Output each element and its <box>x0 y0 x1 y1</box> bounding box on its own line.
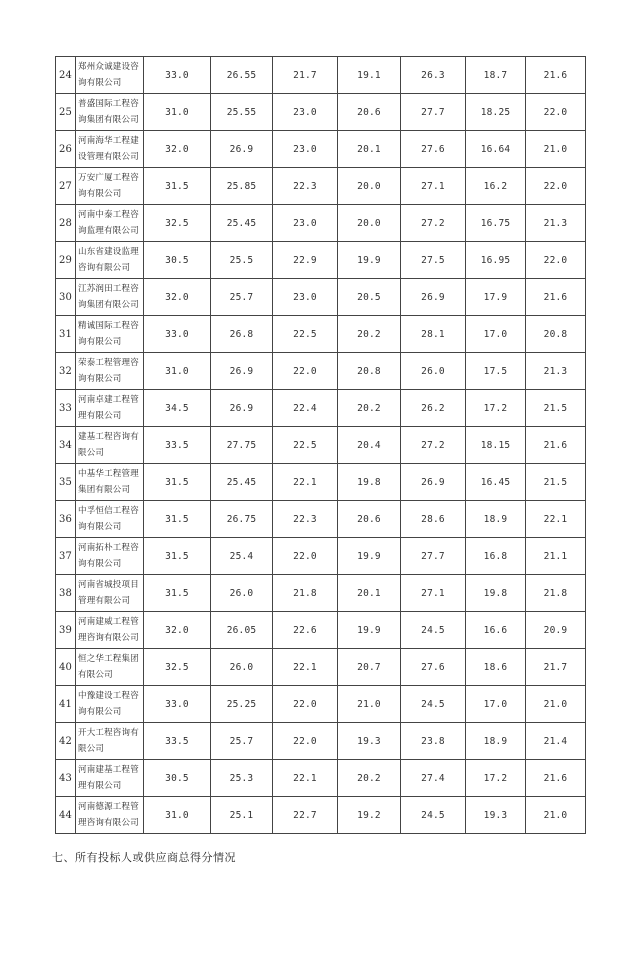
score-cell: 23.0 <box>273 205 338 242</box>
table-row <box>56 797 586 834</box>
score-cell: 16.75 <box>466 205 526 242</box>
score-cell: 27.7 <box>401 538 466 575</box>
score-cell: 20.1 <box>338 575 401 612</box>
score-cell: 19.9 <box>338 242 401 279</box>
score-cell: 26.2 <box>401 390 466 427</box>
score-cell: 27.75 <box>211 427 273 464</box>
table-row <box>56 242 586 279</box>
company-name: 中豫建设工程咨询有限公司 <box>76 686 144 723</box>
score-cell: 31.5 <box>144 168 211 205</box>
row-number: 29 <box>56 242 76 279</box>
score-cell: 22.3 <box>273 168 338 205</box>
company-name: 河南海华工程建设管理有限公司 <box>76 131 144 168</box>
score-table-body <box>56 57 586 834</box>
score-cell: 25.25 <box>211 686 273 723</box>
score-cell: 17.2 <box>466 390 526 427</box>
score-cell: 22.3 <box>273 501 338 538</box>
score-cell: 22.4 <box>273 390 338 427</box>
score-cell: 17.0 <box>466 686 526 723</box>
score-cell: 25.3 <box>211 760 273 797</box>
table-row <box>56 316 586 353</box>
row-number: 37 <box>56 538 76 575</box>
score-cell: 31.0 <box>144 353 211 390</box>
score-cell: 26.9 <box>211 353 273 390</box>
score-cell: 18.6 <box>466 649 526 686</box>
score-cell: 26.9 <box>401 464 466 501</box>
score-cell: 26.3 <box>401 57 466 94</box>
company-name: 普盛国际工程咨询集团有限公司 <box>76 94 144 131</box>
table-row <box>56 538 586 575</box>
score-cell: 19.8 <box>338 464 401 501</box>
score-cell: 31.5 <box>144 538 211 575</box>
score-cell: 21.3 <box>526 205 586 242</box>
score-cell: 19.1 <box>338 57 401 94</box>
score-cell: 21.5 <box>526 390 586 427</box>
score-cell: 32.0 <box>144 131 211 168</box>
score-cell: 21.8 <box>273 575 338 612</box>
section-title: 七、所有投标人或供应商总得分情况 <box>52 851 236 864</box>
score-cell: 25.7 <box>211 279 273 316</box>
score-cell: 21.6 <box>526 427 586 464</box>
company-name: 恒之华工程集团有限公司 <box>76 649 144 686</box>
score-cell: 16.8 <box>466 538 526 575</box>
score-cell: 26.9 <box>401 279 466 316</box>
score-cell: 25.5 <box>211 242 273 279</box>
table-row <box>56 57 586 94</box>
score-cell: 22.0 <box>273 353 338 390</box>
score-cell: 20.2 <box>338 316 401 353</box>
score-cell: 22.5 <box>273 316 338 353</box>
score-cell: 20.9 <box>526 612 586 649</box>
score-cell: 20.2 <box>338 390 401 427</box>
row-number: 40 <box>56 649 76 686</box>
score-cell: 16.95 <box>466 242 526 279</box>
row-number: 24 <box>56 57 76 94</box>
score-cell: 25.4 <box>211 538 273 575</box>
score-cell: 25.45 <box>211 464 273 501</box>
score-cell: 21.5 <box>526 464 586 501</box>
score-cell: 34.5 <box>144 390 211 427</box>
company-name: 河南中泰工程咨询监理有限公司 <box>76 205 144 242</box>
score-cell: 22.0 <box>526 94 586 131</box>
score-cell: 19.8 <box>466 575 526 612</box>
score-cell: 31.5 <box>144 575 211 612</box>
score-cell: 19.3 <box>338 723 401 760</box>
score-cell: 20.0 <box>338 168 401 205</box>
company-name: 河南建威工程管理咨询有限公司 <box>76 612 144 649</box>
score-cell: 25.45 <box>211 205 273 242</box>
score-cell: 22.0 <box>273 686 338 723</box>
score-cell: 21.6 <box>526 760 586 797</box>
score-cell: 30.5 <box>144 242 211 279</box>
score-cell: 19.9 <box>338 538 401 575</box>
score-cell: 21.0 <box>526 686 586 723</box>
score-cell: 26.9 <box>211 131 273 168</box>
company-name: 中基华工程管理集团有限公司 <box>76 464 144 501</box>
score-cell: 22.0 <box>526 242 586 279</box>
score-cell: 26.0 <box>401 353 466 390</box>
score-cell: 25.1 <box>211 797 273 834</box>
score-cell: 20.7 <box>338 649 401 686</box>
table-row <box>56 686 586 723</box>
row-number: 43 <box>56 760 76 797</box>
company-name: 河南省城投项目管理有限公司 <box>76 575 144 612</box>
score-cell: 22.7 <box>273 797 338 834</box>
score-cell: 18.9 <box>466 723 526 760</box>
table-row <box>56 390 586 427</box>
score-cell: 27.5 <box>401 242 466 279</box>
row-number: 39 <box>56 612 76 649</box>
score-cell: 31.0 <box>144 94 211 131</box>
table-row <box>56 279 586 316</box>
score-cell: 17.9 <box>466 279 526 316</box>
score-cell: 20.4 <box>338 427 401 464</box>
score-cell: 16.2 <box>466 168 526 205</box>
score-cell: 21.8 <box>526 575 586 612</box>
score-cell: 33.5 <box>144 427 211 464</box>
score-cell: 32.5 <box>144 649 211 686</box>
score-cell: 25.85 <box>211 168 273 205</box>
score-cell: 22.5 <box>273 427 338 464</box>
score-cell: 19.3 <box>466 797 526 834</box>
score-table <box>55 56 586 834</box>
row-number: 41 <box>56 686 76 723</box>
score-cell: 20.6 <box>338 94 401 131</box>
score-cell: 16.6 <box>466 612 526 649</box>
score-cell: 23.0 <box>273 94 338 131</box>
score-cell: 19.2 <box>338 797 401 834</box>
row-number: 31 <box>56 316 76 353</box>
score-cell: 31.5 <box>144 464 211 501</box>
table-row <box>56 205 586 242</box>
score-cell: 20.8 <box>338 353 401 390</box>
row-number: 33 <box>56 390 76 427</box>
score-cell: 27.7 <box>401 94 466 131</box>
company-name: 河南卓建工程管理有限公司 <box>76 390 144 427</box>
score-cell: 18.7 <box>466 57 526 94</box>
score-cell: 18.9 <box>466 501 526 538</box>
score-cell: 21.1 <box>526 538 586 575</box>
company-name: 河南建基工程管理有限公司 <box>76 760 144 797</box>
score-cell: 24.5 <box>401 797 466 834</box>
score-cell: 33.5 <box>144 723 211 760</box>
table-row <box>56 131 586 168</box>
score-cell: 20.8 <box>526 316 586 353</box>
score-cell: 22.0 <box>273 538 338 575</box>
score-cell: 21.0 <box>526 797 586 834</box>
table-row <box>56 501 586 538</box>
score-cell: 26.75 <box>211 501 273 538</box>
score-cell: 22.1 <box>273 649 338 686</box>
score-cell: 22.0 <box>526 168 586 205</box>
row-number: 44 <box>56 797 76 834</box>
score-cell: 23.8 <box>401 723 466 760</box>
table-row <box>56 464 586 501</box>
table-row <box>56 427 586 464</box>
score-cell: 22.6 <box>273 612 338 649</box>
score-cell: 21.4 <box>526 723 586 760</box>
score-cell: 21.6 <box>526 57 586 94</box>
score-cell: 16.64 <box>466 131 526 168</box>
score-cell: 17.5 <box>466 353 526 390</box>
row-number: 26 <box>56 131 76 168</box>
score-cell: 20.5 <box>338 279 401 316</box>
company-name: 开大工程咨询有限公司 <box>76 723 144 760</box>
score-cell: 27.1 <box>401 575 466 612</box>
score-cell: 32.5 <box>144 205 211 242</box>
score-cell: 26.05 <box>211 612 273 649</box>
score-cell: 19.9 <box>338 612 401 649</box>
score-cell: 20.2 <box>338 760 401 797</box>
score-cell: 23.0 <box>273 279 338 316</box>
score-cell: 18.25 <box>466 94 526 131</box>
score-cell: 24.5 <box>401 686 466 723</box>
score-cell: 27.1 <box>401 168 466 205</box>
row-number: 27 <box>56 168 76 205</box>
score-cell: 21.0 <box>526 131 586 168</box>
row-number: 38 <box>56 575 76 612</box>
score-cell: 26.8 <box>211 316 273 353</box>
score-cell: 17.2 <box>466 760 526 797</box>
score-cell: 33.0 <box>144 57 211 94</box>
score-cell: 17.0 <box>466 316 526 353</box>
score-cell: 27.4 <box>401 760 466 797</box>
table-row <box>56 612 586 649</box>
score-cell: 27.6 <box>401 649 466 686</box>
score-cell: 30.5 <box>144 760 211 797</box>
row-number: 42 <box>56 723 76 760</box>
row-number: 28 <box>56 205 76 242</box>
company-name: 荣泰工程管理咨询有限公司 <box>76 353 144 390</box>
row-number: 36 <box>56 501 76 538</box>
score-cell: 20.6 <box>338 501 401 538</box>
score-cell: 33.0 <box>144 686 211 723</box>
score-cell: 26.9 <box>211 390 273 427</box>
score-cell: 26.0 <box>211 575 273 612</box>
score-cell: 32.0 <box>144 612 211 649</box>
company-name: 万安广厦工程咨询有限公司 <box>76 168 144 205</box>
score-cell: 21.6 <box>526 279 586 316</box>
company-name: 建基工程咨询有限公司 <box>76 427 144 464</box>
score-cell: 24.5 <box>401 612 466 649</box>
score-cell: 26.0 <box>211 649 273 686</box>
score-cell: 22.1 <box>526 501 586 538</box>
score-cell: 20.0 <box>338 205 401 242</box>
company-name: 河南拓朴工程咨询有限公司 <box>76 538 144 575</box>
score-cell: 21.7 <box>273 57 338 94</box>
score-cell: 26.55 <box>211 57 273 94</box>
score-cell: 27.2 <box>401 427 466 464</box>
score-cell: 18.15 <box>466 427 526 464</box>
score-cell: 31.5 <box>144 501 211 538</box>
table-row <box>56 723 586 760</box>
company-name: 河南德源工程管理咨询有限公司 <box>76 797 144 834</box>
row-number: 32 <box>56 353 76 390</box>
row-number: 35 <box>56 464 76 501</box>
score-cell: 22.1 <box>273 760 338 797</box>
score-cell: 27.2 <box>401 205 466 242</box>
score-cell: 16.45 <box>466 464 526 501</box>
table-row <box>56 575 586 612</box>
score-cell: 31.0 <box>144 797 211 834</box>
table-row <box>56 353 586 390</box>
score-cell: 23.0 <box>273 131 338 168</box>
score-cell: 21.0 <box>338 686 401 723</box>
score-cell: 22.1 <box>273 464 338 501</box>
score-cell: 25.55 <box>211 94 273 131</box>
row-number: 25 <box>56 94 76 131</box>
score-cell: 21.3 <box>526 353 586 390</box>
score-cell: 22.9 <box>273 242 338 279</box>
score-cell: 21.7 <box>526 649 586 686</box>
row-number: 34 <box>56 427 76 464</box>
score-cell: 22.0 <box>273 723 338 760</box>
score-cell: 33.0 <box>144 316 211 353</box>
table-row <box>56 168 586 205</box>
score-cell: 27.6 <box>401 131 466 168</box>
score-cell: 25.7 <box>211 723 273 760</box>
table-row <box>56 94 586 131</box>
score-cell: 28.1 <box>401 316 466 353</box>
company-name: 中孚恒信工程咨询有限公司 <box>76 501 144 538</box>
company-name: 精诚国际工程咨询有限公司 <box>76 316 144 353</box>
company-name: 山东省建设监理咨询有限公司 <box>76 242 144 279</box>
table-row <box>56 649 586 686</box>
company-name: 江苏润田工程咨询集团有限公司 <box>76 279 144 316</box>
score-cell: 28.6 <box>401 501 466 538</box>
score-cell: 32.0 <box>144 279 211 316</box>
table-row <box>56 760 586 797</box>
score-cell: 20.1 <box>338 131 401 168</box>
row-number: 30 <box>56 279 76 316</box>
company-name: 郑州众诚建设咨询有限公司 <box>76 57 144 94</box>
